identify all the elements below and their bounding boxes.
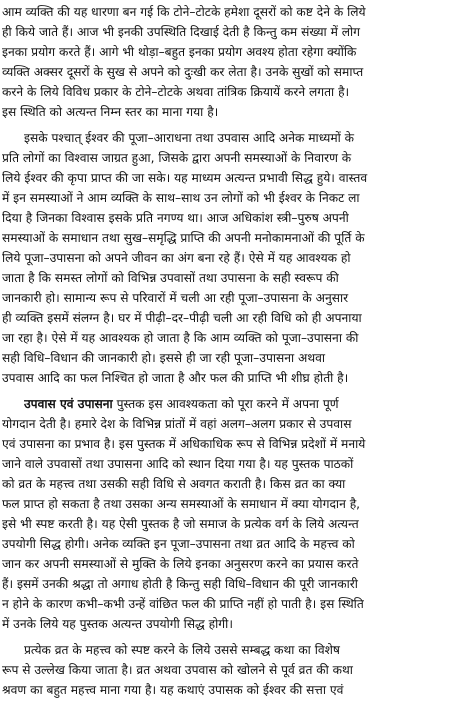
book-title: उपवास एवं उपासना <box>24 397 113 411</box>
text-line: लिये पूजा–उपासना को अपने जीवन का अंग बना रहे हैं। ऐसे में यह आवश्यक हो <box>2 251 351 265</box>
text-line <box>24 394 456 414</box>
text-line: को व्रत के महत्त्व तथा उसकी सही विधि से अवगत कराती है। किस व्रत का क्या <box>2 477 346 491</box>
text-line: इनका प्रयोग करते हैं। आगे भी थोड़ा–बहुत इनका प्रयोग अवश्य होता रहेगा क्योंकि <box>2 45 357 59</box>
text-line: जानकारी हो। सामान्य रूप से परिवारों में चली आ रही पूजा–उपासना के अनुसार <box>2 291 349 305</box>
text-line: न होने के कारण कभी–कभी उन्हें वांछित फल की प्राप्ति नहीं हो पाती है। इस स्थिति <box>2 597 364 611</box>
text-line: श्रवण का बहुत महत्त्व माना गया है। यह कथाएं उपासक को ईश्वर की सत्ता एवं <box>2 683 344 697</box>
text-line: में उनके लिये यह पुस्तक अत्यन्त उपयोगी सिद्ध होगी। <box>2 617 233 631</box>
text-line: में इन समस्याओं ने आम व्यक्ति के साथ–साथ उन लोगों को भी ईश्वर के निकट ला <box>2 191 360 205</box>
text-line: हैं। इसमें उनकी श्रद्धा तो अगाध होती है किन्तु सही विधि–विधान की पूरी जानकारी <box>2 577 358 591</box>
text-line: रूप से उल्लेख किया जाता है। व्रत अथवा उपवास को खोलने से पूर्व व्रत की कथा <box>2 663 353 677</box>
text-line: प्रत्येक व्रत के महत्त्व को स्पष्ट करने के लिये उससे सम्बद्ध कथा का विशेष <box>24 643 340 657</box>
document-page <box>2 2 456 726</box>
text-line: जा रहा है। ऐसे में यह आवश्यक हो जाता है कि आम व्यक्ति को पूजा–उपासना की <box>2 331 359 345</box>
text-line: इसे भी स्पष्ट करती है। यह ऐसी पुस्तक है जो समाज के प्रत्येक वर्ग के लिये अत्यन्त <box>2 517 359 531</box>
text-line: इस स्थिति को अत्यन्त निम्न स्तर का माना गया है। <box>2 105 219 119</box>
text-line: ही व्यक्ति इसमें संलग्न है। घर में पीढ़ी–दर–पीढ़ी चली आ रही विधि को ही अपनाया <box>2 311 362 325</box>
text-line: आम व्यक्ति की यह धारणा बन गई कि टोने–टोटके हमेशा दूसरों को कष्ट देने के लिये <box>2 5 366 19</box>
text-line: प्रति लोगों का विश्वास जाग्रत हुआ, जिसके द्वारा अपनी समस्याओं के निवारण के <box>2 151 352 165</box>
text-line: व्यक्ति अक्सर दूसरों के सुख से अपने को दुःखी कर लेता है। उनके सुखों को समाप्त <box>2 65 364 79</box>
text-line: सही विधि–विधान की जानकारी हो। इससे ही जा रही पूजा–उपासना अथवा <box>2 351 326 365</box>
text-line: जाने वाले उपवासों तथा उपासना आदि को स्थान दिया गया है। यह पुस्तक पाठकों <box>2 457 354 471</box>
text-span: पुस्तक इस आवश्यकता को पूरा करने में अपना पूर्ण <box>112 397 339 411</box>
text-line: ही किये जाते हैं। आज भी इनकी उपस्थिति दिखाई देती है किन्तु कम संख्या में लोग <box>2 25 361 39</box>
text-line: उपयोगी सिद्ध होगी। अनेक व्यक्ति इन पूजा–उपासना तथा व्रत आदि के महत्त्व को <box>2 537 355 551</box>
text-line: समस्याओं के समाधान तथा सुख–समृद्धि प्राप्ति की अपनी मनोकामनाओं की पूर्ति के <box>2 231 365 245</box>
text-line: इसके पश्चात् ईश्वर की पूजा–आराधना तथा उपवास आदि अनेक माध्यमों के <box>24 131 355 145</box>
text-line: फल प्राप्त हो सकता है तथा उसका अन्य समस्याओं के समाधान में क्या योगदान है, <box>2 497 361 511</box>
text-line: लिये ईश्वर की कृपा प्राप्त की जा सके। यह माध्यम अत्यन्त प्रभावी सिद्ध हुये। वास्तव <box>2 171 368 185</box>
text-line: जान कर अपनी समस्याओं से मुक्ति के लिये इनका अनुसरण करने का प्रयास करते <box>2 557 359 571</box>
text-line: योगदान देती है। हमारे देश के विभिन्न प्रांतों में वहां अलग–अलग प्रकार से उपवास <box>2 417 352 431</box>
text-line: एवं उपासना का प्रभाव है। इस पुस्तक में अधिकाधिक रूप से विभिन्न प्रदेशों में मनाये <box>2 437 366 451</box>
text-line: करने के लिये विविध प्रकार के टोने–टोटके अथवा तांत्रिक क्रियायें करने लगता है। <box>2 85 350 99</box>
text-line: जाता है कि समस्त लोगों को विभिन्न उपवासों तथा उपासना के सही स्वरूप की <box>2 271 339 285</box>
text-line: दिया है जिनका विश्वास इसके प्रति नगण्य था। आज अधिकांश स्त्री–पुरुष अपनी <box>2 211 349 225</box>
text-line: उपवास आदि का फल निश्चित हो जाता है और फल की प्राप्ति भी शीघ्र होती है। <box>2 371 349 385</box>
